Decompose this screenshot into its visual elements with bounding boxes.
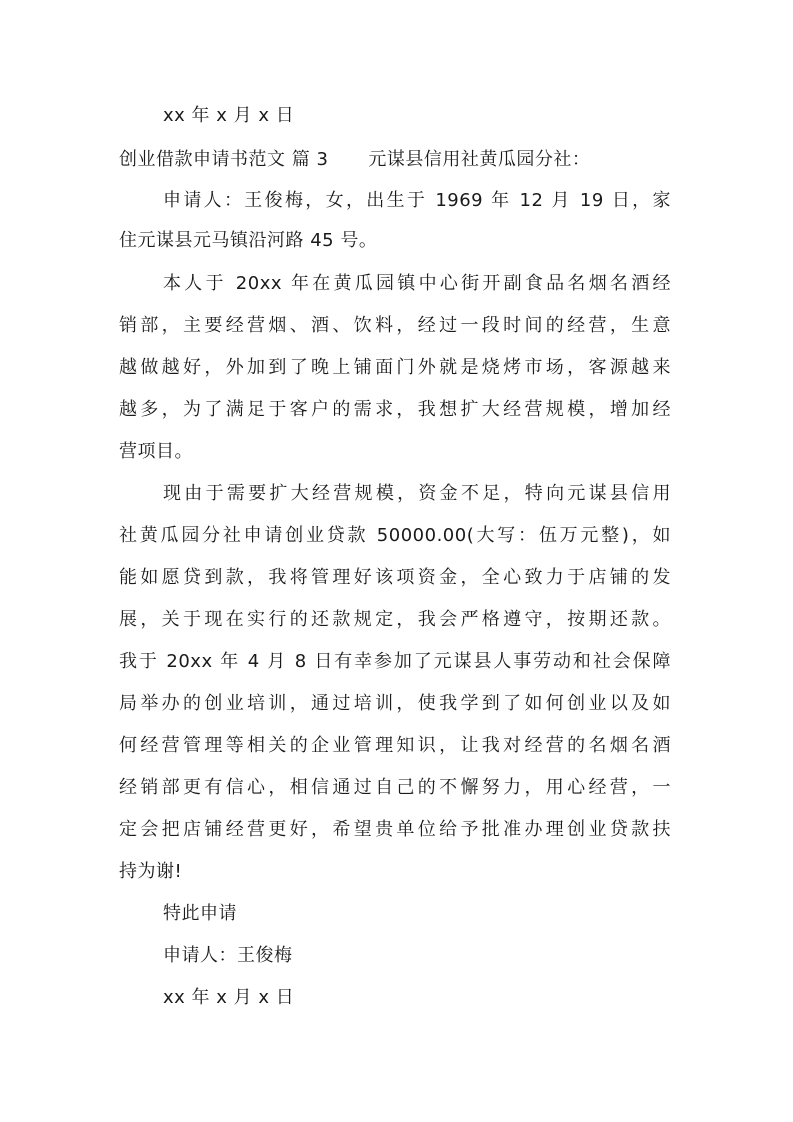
paragraph1-line-5: 营项目。	[119, 441, 193, 462]
footer-date: xx 年 x 月 x 日	[163, 987, 295, 1008]
header-date: xx 年 x 月 x 日	[163, 105, 295, 126]
paragraph2-line-6: 局举办的创业培训，通过培训，使我学到了如何创业以及如	[119, 693, 671, 714]
paragraph2-line-3: 能如愿贷到款，我将管理好该项资金，全心致力于店铺的发	[119, 567, 671, 588]
paragraph2-line-10: 持为谢!	[119, 861, 183, 882]
intro-line-2: 住元谋县元马镇沿河路 45 号。	[119, 230, 378, 251]
document-title: 创业借款申请书范文 篇 3	[119, 149, 329, 170]
paragraph2-line-5: 我于 20xx 年 4 月 8 日有幸参加了元谋县人事劳动和社会保障	[119, 651, 671, 672]
paragraph1-line-3: 越做越好，外加到了晚上铺面门外就是烧烤市场，客源越来	[119, 357, 671, 378]
paragraph2-line-7: 何经营管理等相关的企业管理知识，让我对经营的名烟名酒	[119, 735, 671, 756]
paragraph2-line-9: 定会把店铺经营更好，希望贵单位给予批准办理创业贷款扶	[119, 819, 671, 840]
signature: 申请人：王俊梅	[163, 945, 293, 966]
paragraph1-line-2: 销部，主要经营烟、酒、饮料，经过一段时间的经营，生意	[119, 315, 671, 336]
closing-text: 特此申请	[163, 903, 237, 924]
title-line	[119, 148, 679, 172]
paragraph1-line-1: 本人于 20xx 年在黄瓜园镇中心街开副食品名烟名酒经	[163, 273, 671, 294]
intro-line-1: 申请人：王俊梅，女，出生于 1969 年 12 月 19 日，家	[163, 190, 671, 211]
paragraph2-line-1: 现由于需要扩大经营规模，资金不足，特向元谋县信用	[163, 483, 671, 504]
paragraph2-line-2: 社黄瓜园分社申请创业贷款 50000.00(大写：伍万元整)，如	[119, 525, 671, 546]
paragraph2-line-8: 经销部更有信心，相信通过自己的不懈努力，用心经营，一	[119, 777, 671, 798]
addressee: 元谋县信用社黄瓜园分社：	[368, 149, 591, 170]
paragraph2-line-4: 展，关于现在实行的还款规定，我会严格遵守，按期还款。	[119, 609, 671, 630]
paragraph1-line-4: 越多，为了满足于客户的需求，我想扩大经营规模，增加经	[119, 399, 671, 420]
